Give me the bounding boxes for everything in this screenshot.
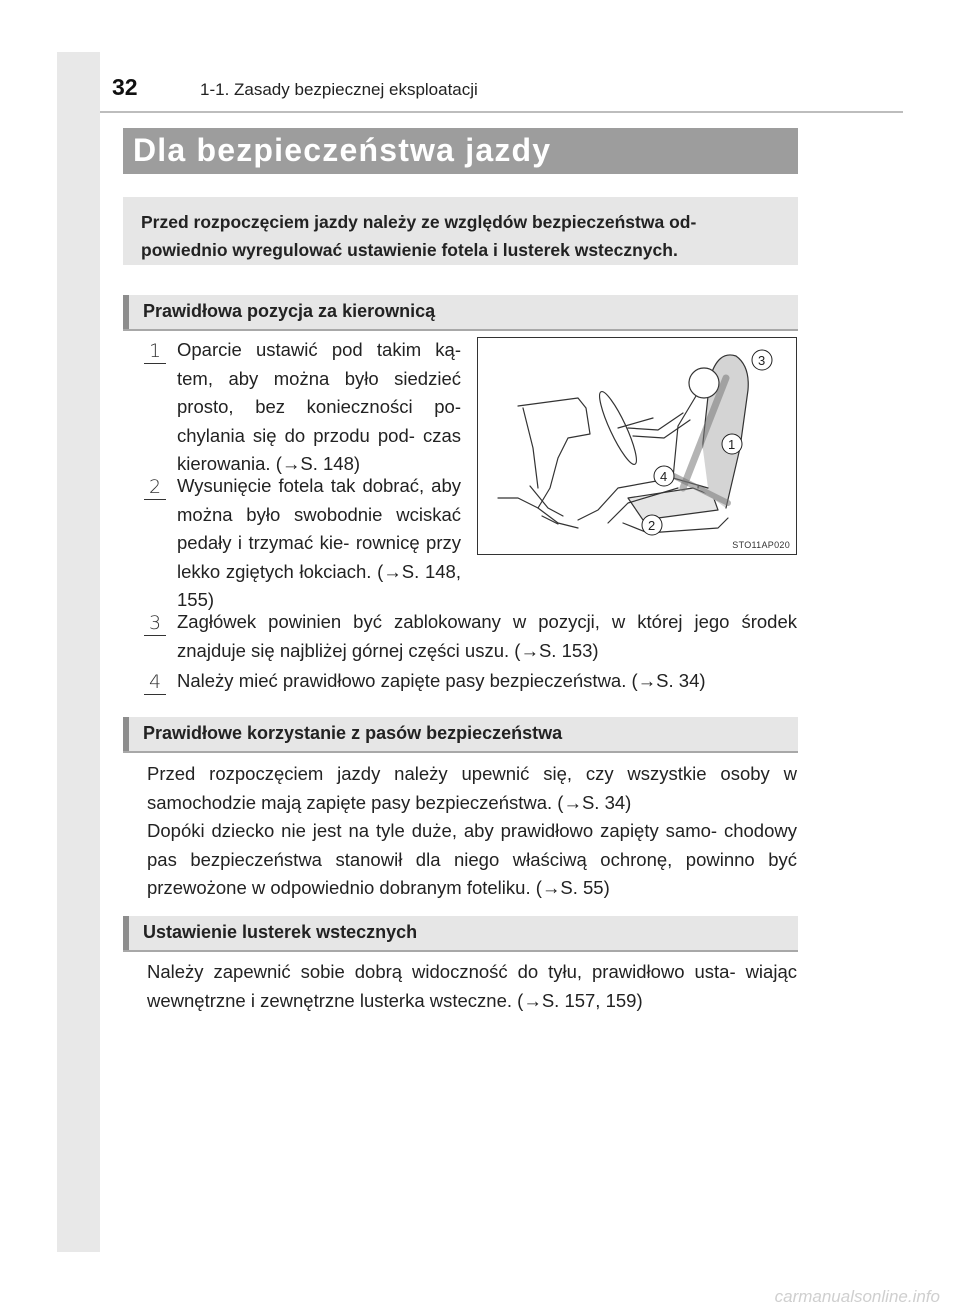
- item-number-4: 4: [143, 671, 167, 693]
- driving-position-illustration: [477, 337, 797, 555]
- item-text-3: Zagłówek powinien być zablokowany w pozycji, w której jego środek znajduje się najbliżej górnej części uszu. (→S. 153): [177, 611, 797, 661]
- seat-belts-paragraph-2: Dopóki dziecko nie jest na tyle duże, aby prawidłowo zapięty samo- chodowy pas bezpieczeństwa stanowił dla niego właściwą ochronę, powinno być przewożone w odpowiednio dobranym foteliku. (→S. 55): [147, 820, 797, 898]
- callout-2: 2: [648, 518, 656, 533]
- driver-seat-drawing: [478, 338, 795, 553]
- section-heading-driving-position: [123, 295, 798, 331]
- section-heading-label: Prawidłowe korzystanie z pasów bezpieczeństwa: [143, 723, 563, 743]
- page-title-bar: [123, 128, 798, 174]
- section-heading-label: Prawidłowa pozycja za kierownicą: [143, 301, 436, 321]
- chapter-title: 1-1. Zasady bezpiecznej eksploatacji: [200, 80, 478, 99]
- header-divider: [100, 111, 903, 113]
- section-heading-seat-belts: [123, 717, 798, 753]
- callout-3: 3: [758, 353, 766, 368]
- mirrors-paragraph: Należy zapewnić sobie dobrą widoczność do tyłu, prawidłowo usta- wiając wewnętrzne i zewnętrzne lusterka wsteczne. (→S. 157, 159): [147, 961, 797, 1011]
- callout-1: 1: [728, 437, 736, 452]
- intro-text: Przed rozpoczęciem jazdy należy ze względów bezpieczeństwa od- powiednio wyregulować ustawienie fotela i lusterek wstecznych.: [141, 212, 697, 260]
- item-number-3: 3: [143, 612, 167, 634]
- intro-box: [123, 197, 798, 265]
- page-title: Dla bezpieczeństwa jazdy: [133, 132, 552, 168]
- section-heading-mirrors: [123, 916, 798, 952]
- section-heading-label: Ustawienie lusterek wstecznych: [143, 922, 418, 942]
- item-text-1: Oparcie ustawić pod takim ką- tem, aby można było siedzieć prosto, bez konieczności po- chylania się do przodu pod- czas kierowania. (→S. 148): [177, 339, 461, 474]
- item-number-2: 2: [143, 476, 167, 498]
- seat-belts-paragraph-1: Przed rozpoczęciem jazdy należy upewnić się, czy wszystkie osoby w samochodzie mają zapięte pasy bezpieczeństwa. (→S. 34): [147, 763, 797, 813]
- watermark: carmanualsonline.info: [774, 1287, 940, 1306]
- page-number: 32: [112, 74, 138, 100]
- callout-4: 4: [660, 469, 668, 484]
- illustration-code: STO11AP020: [732, 540, 790, 550]
- item-text-2: Wysunięcie fotela tak dobrać, aby można było swobodnie wciskać pedały i trzymać kie- rownicę przy lekko zgiętych łokciach. (→S. 148, 155): [177, 475, 461, 610]
- item-number-1: 1: [143, 340, 167, 362]
- item-text-4: Należy mieć prawidłowo zapięte pasy bezpieczeństwa. (→S. 34): [177, 670, 706, 691]
- side-strip: [57, 52, 100, 1252]
